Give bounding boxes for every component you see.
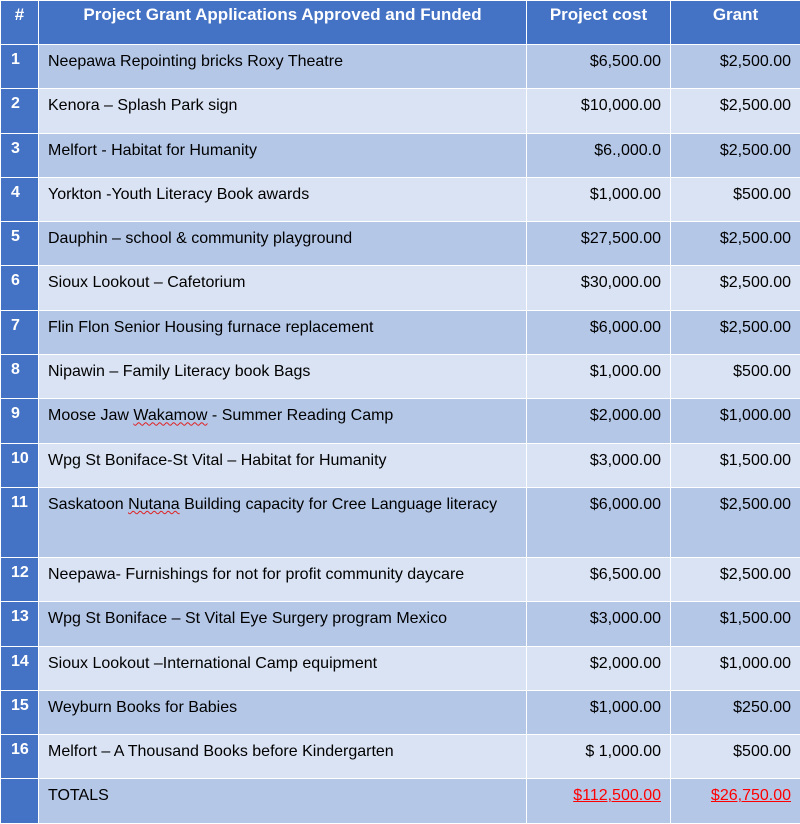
row-project: Kenora – Splash Park sign	[39, 89, 527, 133]
row-project-cost: $ 1,000.00	[527, 735, 671, 779]
table-row	[1, 735, 800, 779]
row-grant: $1,500.00	[671, 602, 800, 646]
table-row	[1, 89, 800, 133]
row-project-text: Moose Jaw	[48, 407, 133, 424]
row-project	[39, 487, 527, 557]
row-project: Yorkton -Youth Literacy Book awards	[39, 177, 527, 221]
table-row	[1, 557, 800, 601]
row-number: 12	[1, 557, 39, 601]
row-number: 9	[1, 399, 39, 443]
row-project: Dauphin – school & community playground	[39, 222, 527, 266]
table-row	[1, 646, 800, 690]
row-project: Sioux Lookout –International Camp equipment	[39, 646, 527, 690]
row-project-cost: $6,500.00	[527, 45, 671, 89]
row-grant: $2,500.00	[671, 266, 800, 310]
row-grant: $500.00	[671, 735, 800, 779]
header-grant: Grant	[671, 1, 800, 45]
row-number: 3	[1, 133, 39, 177]
table-row	[1, 133, 800, 177]
row-project: Neepawa- Furnishings for not for profit community daycare	[39, 557, 527, 601]
row-grant: $2,500.00	[671, 557, 800, 601]
row-project-cost: $6,500.00	[527, 557, 671, 601]
row-project: Wpg St Boniface – St Vital Eye Surgery program Mexico	[39, 602, 527, 646]
row-project-cost: $3,000.00	[527, 602, 671, 646]
table-row	[1, 487, 800, 557]
row-project: Wpg St Boniface-St Vital – Habitat for Humanity	[39, 443, 527, 487]
row-number: 11	[1, 487, 39, 557]
header-project-cost: Project cost	[527, 1, 671, 45]
row-grant: $500.00	[671, 355, 800, 399]
table-row	[1, 602, 800, 646]
row-project-cost: $30,000.00	[527, 266, 671, 310]
row-project-cost: $1,000.00	[527, 177, 671, 221]
row-project-text: Saskatoon	[48, 496, 128, 513]
table-row	[1, 222, 800, 266]
row-number: 5	[1, 222, 39, 266]
table-row	[1, 690, 800, 734]
row-grant: $2,500.00	[671, 222, 800, 266]
row-number: 16	[1, 735, 39, 779]
row-grant: $2,500.00	[671, 133, 800, 177]
row-number: 10	[1, 443, 39, 487]
row-number: 6	[1, 266, 39, 310]
row-project: Weyburn Books for Babies	[39, 690, 527, 734]
row-grant: $500.00	[671, 177, 800, 221]
row-number: 1	[1, 45, 39, 89]
row-grant: $2,500.00	[671, 45, 800, 89]
table-row	[1, 355, 800, 399]
total-project-cost-value: $112,500.00	[573, 787, 661, 804]
row-number: 4	[1, 177, 39, 221]
table-row	[1, 45, 800, 89]
row-grant: $250.00	[671, 690, 800, 734]
row-project: Neepawa Repointing bricks Roxy Theatre	[39, 45, 527, 89]
table-row	[1, 310, 800, 354]
header-row	[1, 1, 800, 45]
row-project: Nipawin – Family Literacy book Bags	[39, 355, 527, 399]
row-project-cost: $3,000.00	[527, 443, 671, 487]
row-project-cost: $27,500.00	[527, 222, 671, 266]
total-grant-value: $26,750.00	[711, 787, 791, 804]
row-project: Melfort – A Thousand Books before Kindergarten	[39, 735, 527, 779]
row-project-text: Building capacity for Cree Language literacy	[180, 496, 498, 513]
row-project-cost: $6,000.00	[527, 310, 671, 354]
row-number: 2	[1, 89, 39, 133]
row-grant: $2,500.00	[671, 89, 800, 133]
row-grant: $1,000.00	[671, 399, 800, 443]
row-project-cost: $6,000.00	[527, 487, 671, 557]
row-number: 8	[1, 355, 39, 399]
spellcheck-marked-word: Wakamow	[133, 407, 207, 424]
row-project-cost: $10,000.00	[527, 89, 671, 133]
row-project: Sioux Lookout – Cafetorium	[39, 266, 527, 310]
row-number: 15	[1, 690, 39, 734]
table-row	[1, 177, 800, 221]
row-project-cost: $2,000.00	[527, 646, 671, 690]
row-number: 14	[1, 646, 39, 690]
row-project-cost: $6.,000.0	[527, 133, 671, 177]
row-project: Flin Flon Senior Housing furnace replacement	[39, 310, 527, 354]
row-project-cost: $1,000.00	[527, 355, 671, 399]
row-grant: $1,500.00	[671, 443, 800, 487]
row-project-cost: $2,000.00	[527, 399, 671, 443]
row-project-text: - Summer Reading Camp	[207, 407, 393, 424]
row-grant: $2,500.00	[671, 310, 800, 354]
row-grant: $1,000.00	[671, 646, 800, 690]
header-number: #	[1, 1, 39, 45]
row-number: 7	[1, 310, 39, 354]
table-row	[1, 266, 800, 310]
row-number: 13	[1, 602, 39, 646]
spellcheck-marked-word: Nutana	[128, 496, 180, 513]
header-project: Project Grant Applications Approved and Funded	[39, 1, 527, 45]
row-project	[39, 399, 527, 443]
row-project-cost: $1,000.00	[527, 690, 671, 734]
row-project: Melfort - Habitat for Humanity	[39, 133, 527, 177]
row-grant: $2,500.00	[671, 487, 800, 557]
table-row	[1, 443, 800, 487]
totals-label: TOTALS	[39, 779, 527, 823]
table-row	[1, 399, 800, 443]
